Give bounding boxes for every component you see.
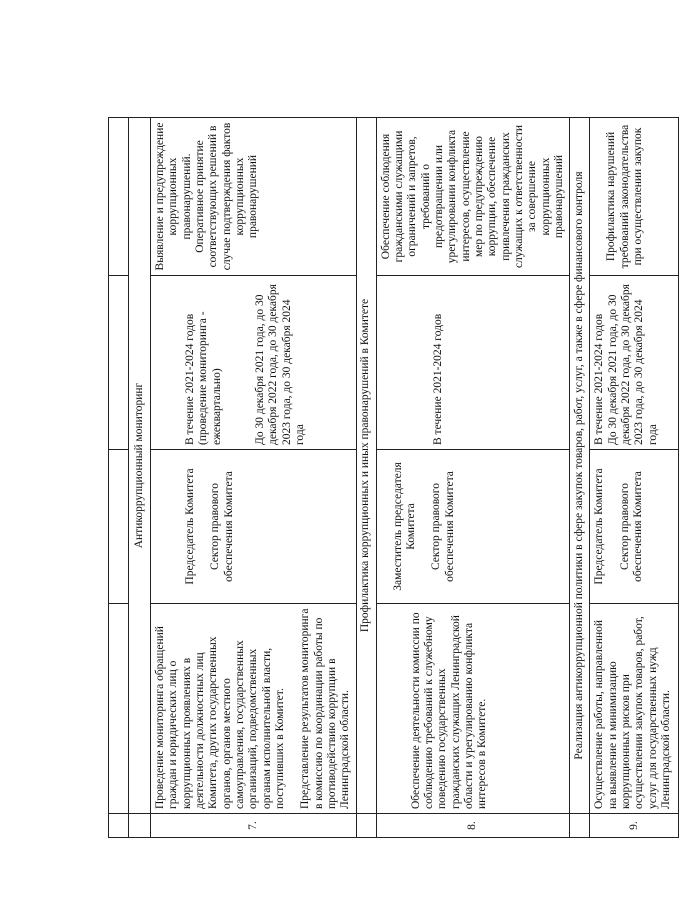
responsible-entry: Сектор правового обеспечения Комитета — [430, 471, 456, 582]
section-row-prevention — [356, 118, 376, 838]
row-responsible — [590, 450, 679, 604]
deadline-entry: До 30 декабря 2021 года, до 30 декабря 2022 года, до 30 декабря 2023 года, до 30 декабря 2024 года — [253, 284, 306, 445]
row-result — [151, 118, 357, 276]
description-paragraph: Проведение мониторинга обращений граждан и юридических лиц о коррупционных проявлениях в деятельности должностных лиц Комитета, других государственных органов, органов местного самоуправления, государственных организаций, подведомственных органам исполнительной власти, поступивших в Комитет. — [154, 626, 286, 809]
responsible-entry: Сектор правового обеспечения Комитета — [209, 471, 235, 582]
action-plan-table — [108, 117, 679, 838]
deadline-entry: До 30 декабря 2021 года, до 30 декабря 2022 года, до 30 декабря 2023 года, до 30 декабря 2024 года — [606, 284, 659, 445]
section-row-procurement — [570, 118, 590, 838]
row-result — [376, 118, 570, 276]
section-title-prevention: Профилактика коррупционных и иных правонарушений в Комитете — [356, 118, 376, 814]
description-paragraph: Представление результатов мониторинга в комиссию по координации работы по противодействию коррупции в Ленинградской области. — [299, 608, 352, 809]
row-deadline — [376, 276, 570, 450]
result-entry: Выявление и предупреждение коррупционных правонарушений. — [154, 122, 193, 271]
result-entry: Профилактика нарушений требований законодательства при осуществлении закупок — [605, 124, 644, 269]
row-description — [376, 604, 570, 814]
row-description — [590, 604, 679, 814]
responsible-entry: Сектор правового обеспечения Комитета — [618, 471, 644, 582]
row-responsible — [376, 450, 570, 604]
deadline-entry: В течение 2021-2024 годов (проведение мониторинга - ежеквартально) — [184, 311, 223, 445]
table-row-8 — [376, 118, 570, 838]
result-entry: Оперативное принятие соответствующих решений в случае подтверждения фактов коррупционных правонарушений — [193, 122, 260, 271]
table-row-7 — [151, 118, 357, 838]
section-title-procurement: Реализация антикоррупционной политики в сфере закупок товаров, работ, услуг, а также в сфере финансового контроля — [570, 118, 590, 814]
row-number: 8. — [376, 814, 570, 838]
deadline-entry: В течение 2021-2024 годов — [431, 313, 444, 445]
row-result — [590, 118, 679, 276]
row-responsible — [151, 450, 357, 604]
description-paragraph: Обеспечение деятельности комиссии по соблюдению требований к служебному поведению государственных гражданских служащих Ленинградской области и урегулированию конфликта интересов в Комитете. — [409, 612, 489, 809]
section-row-monitoring — [129, 118, 151, 838]
responsible-entry: Председатель Комитета — [184, 468, 196, 585]
row-number: 9. — [590, 814, 679, 838]
row-deadline — [590, 276, 679, 450]
result-entry: Обеспечение соблюдения гражданскими служащими ограничений и запретов, требований о предотвращении или урегулировании конфликта интересов, осуществление мер по предупреждению коррупции, обеспечение привлечения гражданских служащих к ответственности за совершение коррупционных правонарушений — [379, 124, 565, 269]
rotated-table-container — [108, 118, 672, 838]
top-border-row — [109, 118, 129, 838]
responsible-entry: Председатель Комитета — [593, 468, 606, 585]
table-row-9 — [590, 118, 679, 838]
description-paragraph: Осуществление работы, направленной на выявление и минимизацию коррупционных рисков при осуществлении закупок товаров, работ, услуг для государственных нужд Ленинградской области. — [593, 616, 672, 809]
section-title-monitoring: Антикоррупционный мониторинг — [129, 118, 151, 814]
deadline-entry: В течение 2021-2024 годов — [593, 313, 606, 445]
row-description — [151, 604, 357, 814]
row-deadline — [151, 276, 357, 450]
row-number: 7. — [151, 814, 357, 838]
responsible-entry: Заместитель председателя Комитета — [391, 462, 417, 591]
